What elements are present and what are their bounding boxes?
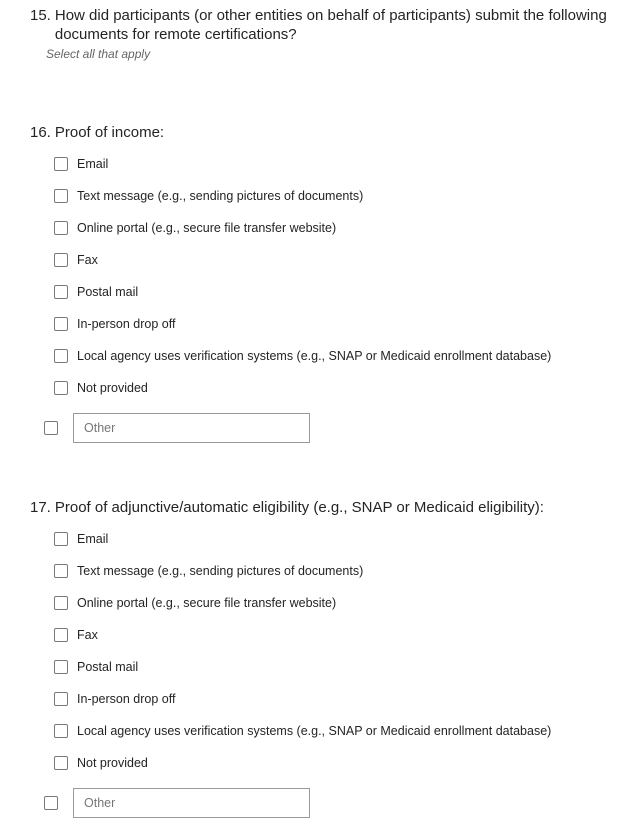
checkbox[interactable] [54, 349, 68, 363]
checkbox-option-label[interactable]: Email [77, 157, 109, 171]
checkbox[interactable] [54, 157, 68, 171]
checkbox[interactable] [54, 756, 68, 770]
checkbox-option-postal-mail[interactable] [54, 285, 607, 299]
question-16 [30, 123, 607, 443]
other-text-input[interactable] [73, 788, 310, 818]
checkbox[interactable] [54, 724, 68, 738]
checkbox[interactable] [54, 596, 68, 610]
checkbox-option-label[interactable]: Fax [77, 253, 98, 267]
checkbox-option-text-message[interactable] [54, 189, 607, 203]
checkbox-option-in-person-drop-off[interactable] [54, 692, 607, 706]
checkbox-option-fax[interactable] [54, 253, 607, 267]
checkbox-option-label[interactable]: Text message (e.g., sending pictures of documents) [77, 564, 364, 578]
checkbox-option-verification-systems[interactable] [54, 349, 607, 363]
question-17-title [30, 498, 607, 517]
question-16-options [54, 157, 607, 395]
checkbox[interactable] [54, 285, 68, 299]
question-15-title [30, 6, 607, 44]
question-15-number: 15. [30, 7, 51, 24]
checkbox-option-label[interactable]: Not provided [77, 381, 148, 395]
checkbox[interactable] [54, 660, 68, 674]
checkbox-option-fax[interactable] [54, 628, 607, 642]
checkbox-option-postal-mail[interactable] [54, 660, 607, 674]
checkbox-option-email[interactable] [54, 157, 607, 171]
question-16-text: Proof of income: [54, 124, 165, 141]
checkbox[interactable] [54, 221, 68, 235]
checkbox[interactable] [54, 381, 68, 395]
checkbox-option-not-provided[interactable] [54, 381, 607, 395]
checkbox-option-label[interactable]: Local agency uses verification systems (e.g., SNAP or Medicaid enrollment database) [77, 724, 552, 738]
checkbox[interactable] [44, 421, 58, 435]
question-15-subtitle: Select all that apply [46, 47, 151, 61]
checkbox[interactable] [54, 532, 68, 546]
other-text-input[interactable] [73, 413, 310, 443]
checkbox-option-in-person-drop-off[interactable] [54, 317, 607, 331]
checkbox-option-label[interactable]: Postal mail [77, 285, 139, 299]
checkbox[interactable] [54, 692, 68, 706]
checkbox-option-verification-systems[interactable] [54, 724, 607, 738]
question-17-options [54, 532, 607, 770]
checkbox-option-email[interactable] [54, 532, 607, 546]
checkbox-option-label[interactable]: Not provided [77, 756, 148, 770]
checkbox-option-label[interactable]: Online portal (e.g., secure file transfer website) [77, 221, 337, 235]
checkbox[interactable] [54, 189, 68, 203]
question-17 [30, 498, 607, 818]
checkbox[interactable] [54, 564, 68, 578]
checkbox[interactable] [44, 796, 58, 810]
checkbox-option-text-message[interactable] [54, 564, 607, 578]
question-17-number: 17. [30, 499, 51, 516]
checkbox-option-label[interactable]: Postal mail [77, 660, 139, 674]
checkbox-option-not-provided[interactable] [54, 756, 607, 770]
question-16-number: 16. [30, 124, 51, 141]
question-17-text: Proof of adjunctive/automatic eligibility (e.g., SNAP or Medicaid eligibility): [54, 499, 544, 516]
checkbox-option-label[interactable]: Email [77, 532, 109, 546]
checkbox-option-online-portal[interactable] [54, 596, 607, 610]
checkbox-option-other[interactable] [44, 413, 607, 443]
checkbox[interactable] [54, 628, 68, 642]
question-16-title [30, 123, 607, 142]
checkbox-option-label[interactable]: In-person drop off [77, 317, 176, 331]
checkbox-option-label[interactable]: Fax [77, 628, 98, 642]
checkbox-option-other[interactable] [44, 788, 607, 818]
question-15 [30, 6, 607, 61]
checkbox[interactable] [54, 317, 68, 331]
checkbox[interactable] [54, 253, 68, 267]
checkbox-option-label[interactable]: Text message (e.g., sending pictures of documents) [77, 189, 364, 203]
question-15-text: How did participants (or other entities on behalf of participants) submit the following documents for remote certifications? [54, 7, 607, 43]
checkbox-option-label[interactable]: Local agency uses verification systems (e.g., SNAP or Medicaid enrollment database) [77, 349, 552, 363]
checkbox-option-label[interactable]: Online portal (e.g., secure file transfer website) [77, 596, 337, 610]
checkbox-option-online-portal[interactable] [54, 221, 607, 235]
checkbox-option-label[interactable]: In-person drop off [77, 692, 176, 706]
